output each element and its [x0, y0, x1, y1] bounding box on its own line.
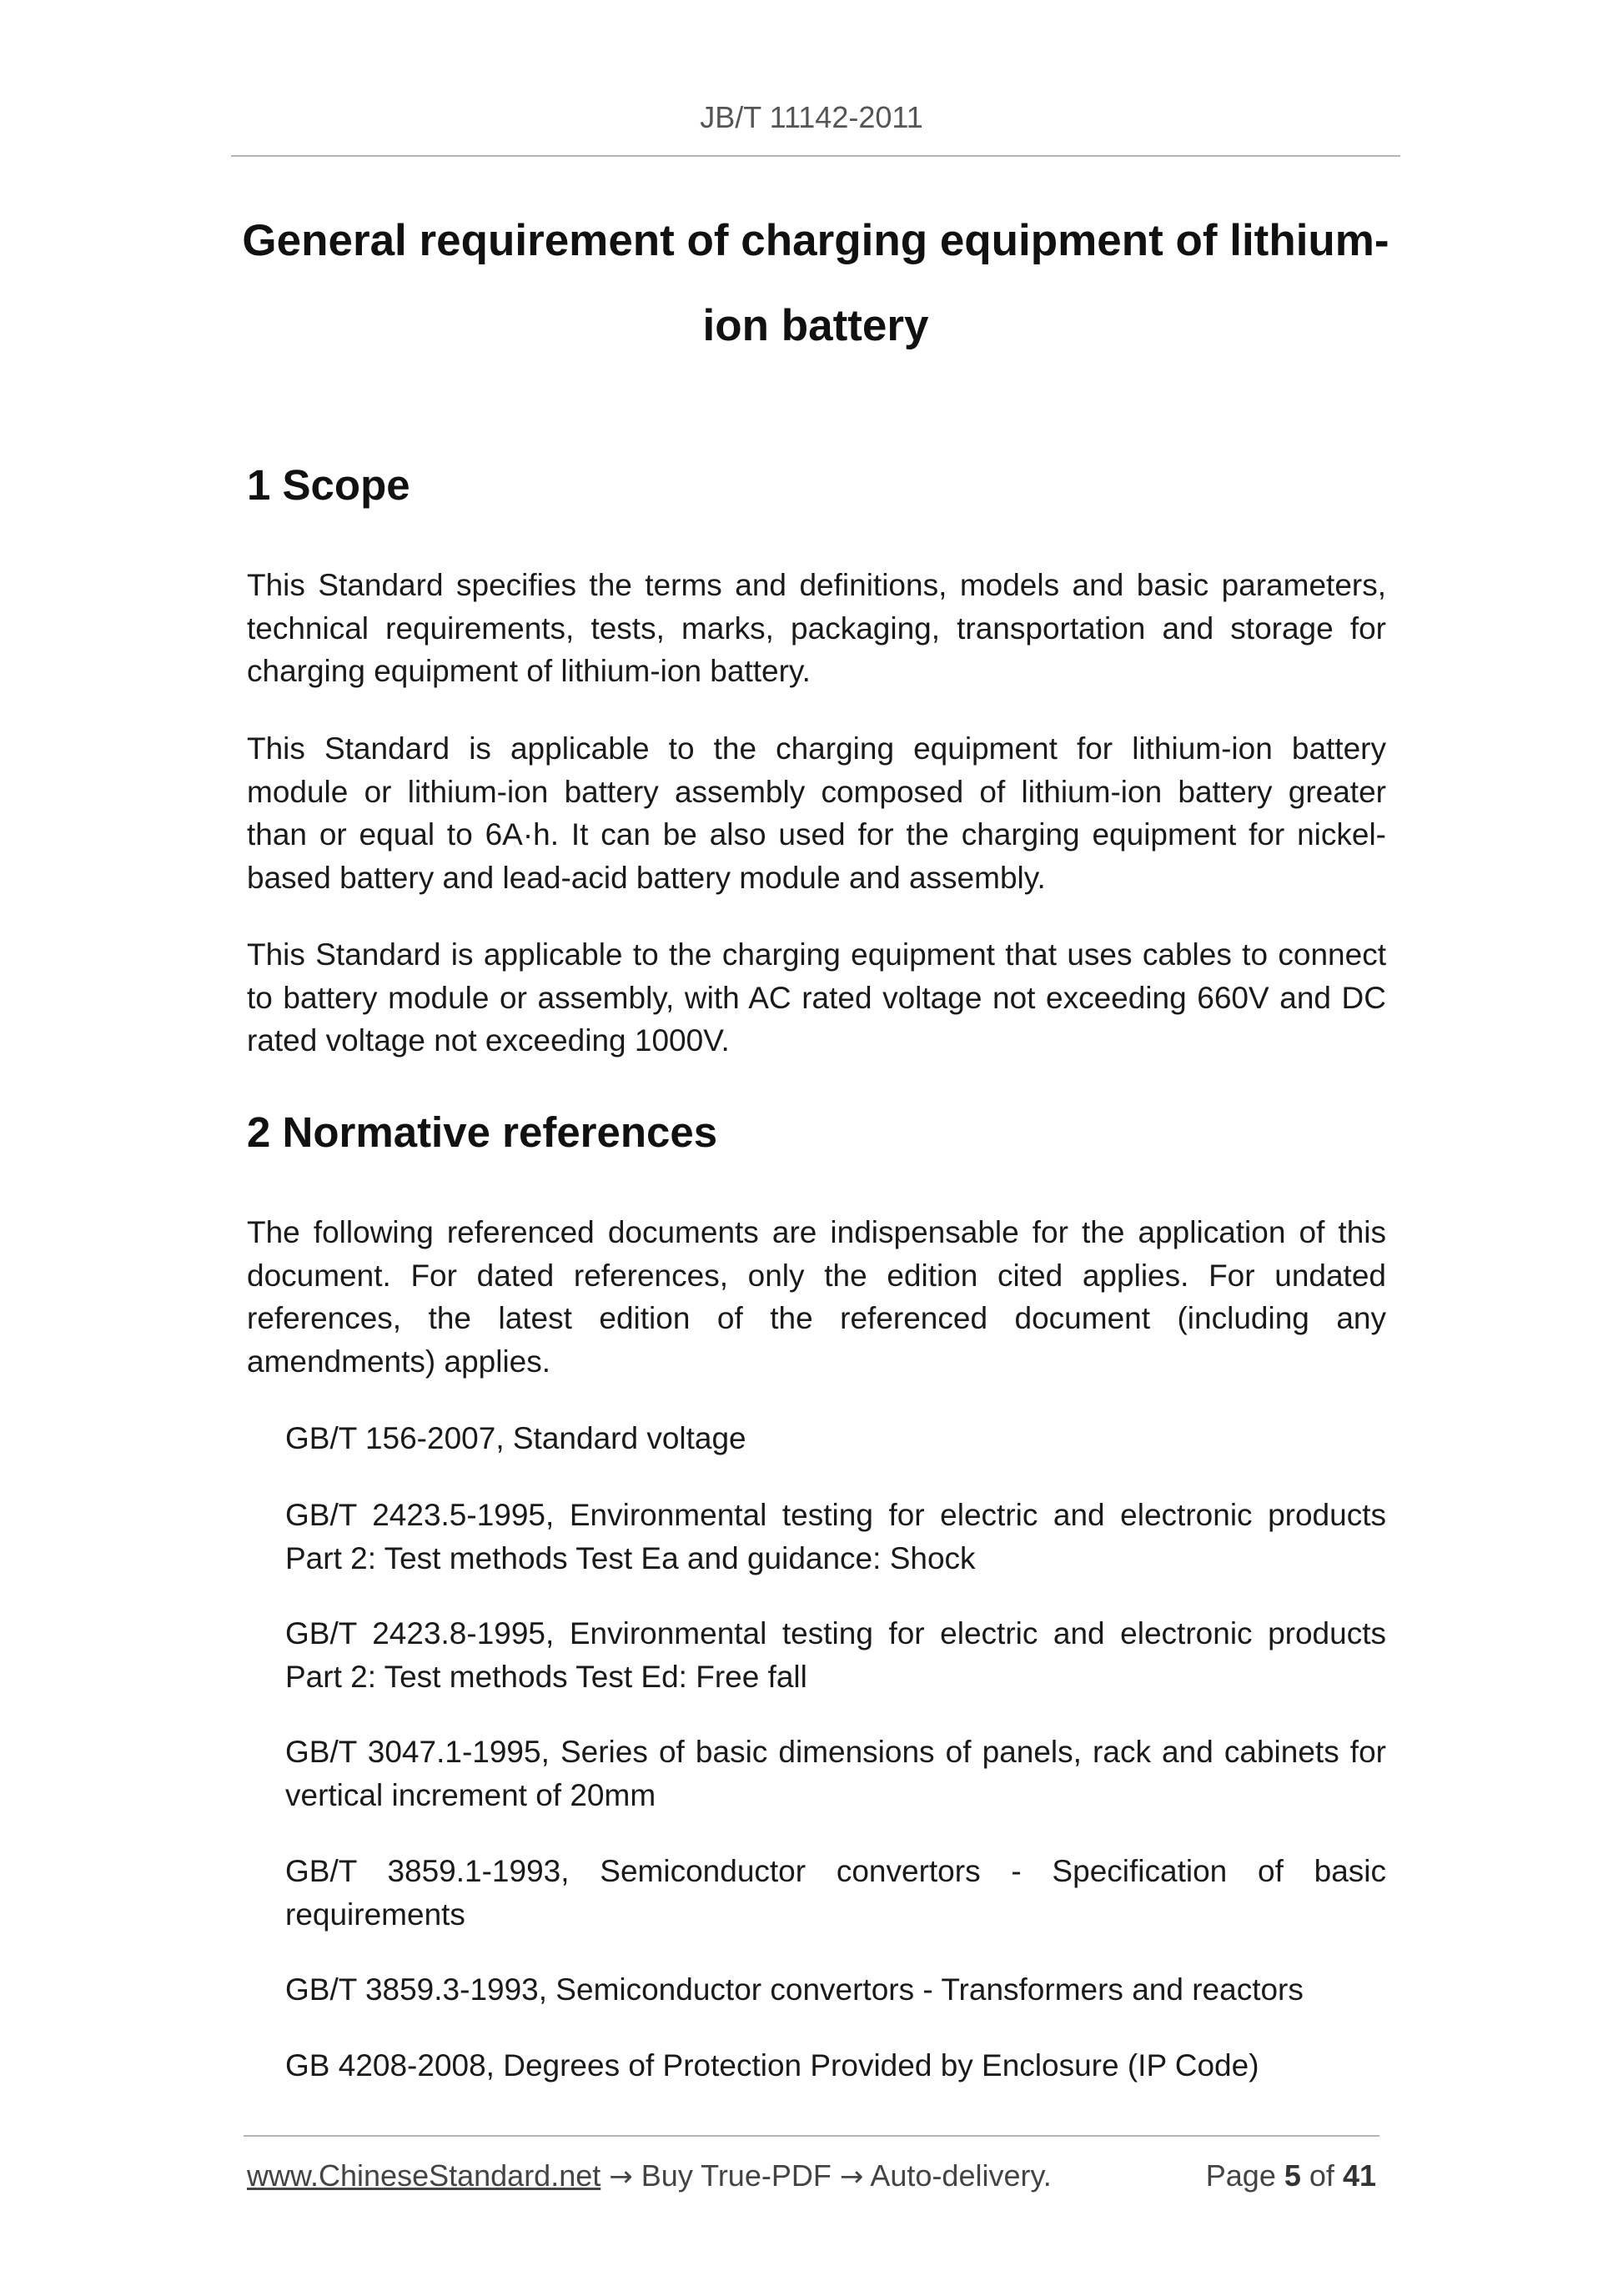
header-divider — [231, 155, 1400, 157]
scope-paragraph-3: This Standard is applicable to the charging equipment that uses cables to connect to battery module or assembly, with AC rated voltage not exceeding 660V and DC rated voltage not exceeding 1000V. — [247, 937, 1386, 1058]
reference-item: GB/T 3859.3-1993, Semiconductor convertors - Transformers and reactors — [285, 1972, 1304, 2007]
page-of-label: of — [1309, 2158, 1334, 2193]
reference-item: GB 4208-2008, Degrees of Protection Provided by Enclosure (IP Code) — [285, 2048, 1259, 2082]
arrow-right-icon: → — [609, 2160, 633, 2193]
section-heading-scope: 1 Scope — [247, 461, 410, 509]
section-heading-normative-references: 2 Normative references — [247, 1108, 718, 1156]
document-code-header: JB/T 11142-2011 — [700, 100, 923, 134]
document-title: General requirement of charging equipment of lithium-ion battery — [242, 216, 1389, 350]
page-total-number: 41 — [1342, 2158, 1376, 2193]
reference-item: GB/T 2423.5-1995, Environmental testing for electric and electronic products Part 2: Test methods Test Ea and guidance: Shock — [285, 1498, 1386, 1575]
page-current-number: 5 — [1284, 2158, 1301, 2193]
reference-item: GB/T 3859.1-1993, Semiconductor convertors - Specification of basic requirements — [285, 1854, 1386, 1932]
reference-item: GB/T 3047.1-1995, Series of basic dimensions of panels, rack and cabinets for vertical increment of 20mm — [285, 1735, 1386, 1812]
reference-item: GB/T 156-2007, Standard voltage — [285, 1421, 746, 1455]
website-link[interactable]: www.ChineseStandard.net — [247, 2158, 601, 2193]
page-indicator — [1206, 2158, 1376, 2193]
page-label: Page — [1205, 2158, 1276, 2193]
footer-promo — [247, 2158, 1052, 2193]
scope-paragraph-1: This Standard specifies the terms and definitions, models and basic parameters, technical requirements, tests, marks, packaging, transportation and storage for charging equipment of lithium-ion battery. — [247, 568, 1386, 688]
reference-item: GB/T 2423.8-1995, Environmental testing for electric and electronic products Part 2: Test methods Test Ed: Free fall — [285, 1616, 1386, 1694]
auto-delivery-text: Auto-delivery. — [870, 2158, 1052, 2193]
arrow-right-icon: → — [839, 2160, 864, 2193]
scope-paragraph-2: This Standard is applicable to the charging equipment for lithium-ion battery module or lithium-ion battery assembly composed of lithium-ion battery greater than or equal to 6A·h. It can be also used for the charging equipment for nickel-based battery and lead-acid battery module and assembly. — [247, 731, 1386, 895]
footer-divider — [244, 2135, 1379, 2137]
references-intro-paragraph: The following referenced documents are indispensable for the application of this document. For dated references, only the edition cited applies. For undated references, the latest edition of the referenced document (including any amendments) applies. — [247, 1215, 1386, 1379]
buy-pdf-text: Buy True-PDF — [641, 2158, 832, 2193]
